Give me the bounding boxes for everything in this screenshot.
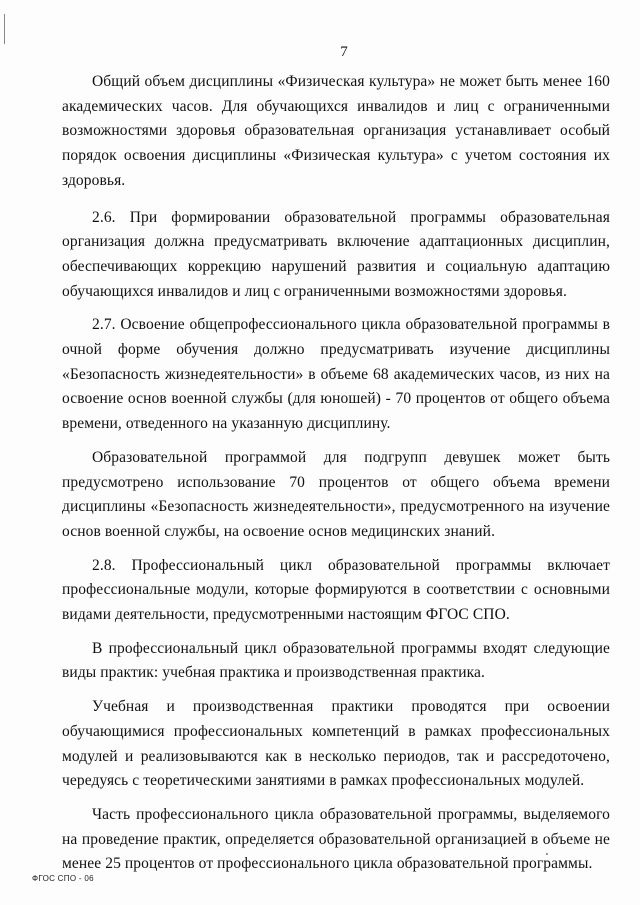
paragraph-physical-culture: Общий объем дисциплины «Физическая культура» не может быть менее 160 академических часов. Для обучающихся инвалидов и лиц с ограниченными возможностями здоровья образовательная организация устанавливает особый порядок освоения дисциплины «Физическая культура» с учетом состояния их здоровья.: [62, 73, 610, 189]
paragraph-girls-subgroups: Образовательной программой для подгрупп девушек может быть предусмотрено использование 70 процентов от общего объема времени дисциплины «Безопасность жизнедеятельности», предусмотренного на изучение основ военной службы, на освоение основ медицинских знаний.: [62, 448, 610, 540]
margin-rule: [4, 14, 5, 44]
paragraph-practice-types: В профессиональный цикл образовательной программы входят следующие виды практик: учебная практика и производственная практика.: [62, 639, 610, 682]
paragraph-practice-share: Часть профессионального цикла образовательной программы, выделяемого на проведение практик, определяется образовательной организацией в объеме не менее 25 процентов от профессионального цикла образовательной программы.: [62, 805, 610, 873]
paragraph-2-8: 2.8. Профессиональный цикл образовательной программы включает профессиональные модули, которые формируются в соответствии с основными видами деятельности, предусмотренными настоящим ФГОС СПО.: [62, 556, 610, 624]
document-body: [62, 70, 610, 886]
paragraph-2-6: 2.6. При формировании образовательной программы образовательная организация должна предусматривать включение адаптационных дисциплин, обеспечивающих коррекцию нарушений развития и социальную адаптацию обучающихся инвалидов и лиц с ограниченными возможностями здоровья.: [62, 208, 610, 300]
footer-label: ФГОС СПО - 06: [32, 874, 94, 883]
paragraph-2-7: 2.7. Освоение общепрофессионального цикла образовательной программы в очной форме обучения должно предусматривать изучение дисциплины «Безопасность жизнедеятельности» в объеме 68 академических часов, из них на освоение основ военной службы (для юношей) - 70 процентов от общего объема времени, отведенного на указанную дисциплину.: [62, 316, 610, 433]
page-number: 7: [340, 44, 348, 60]
paragraph-practice-conduct: Учебная и производственная практики проводятся при освоении обучающимися профессиональных компетенций в рамках профессиональных модулей и реализовываются как в несколько периодов, так и рассредоточено, чередуясь с теоретическими занятиями в рамках профессиональных модулей.: [62, 698, 610, 790]
scan-speck: [546, 853, 548, 855]
